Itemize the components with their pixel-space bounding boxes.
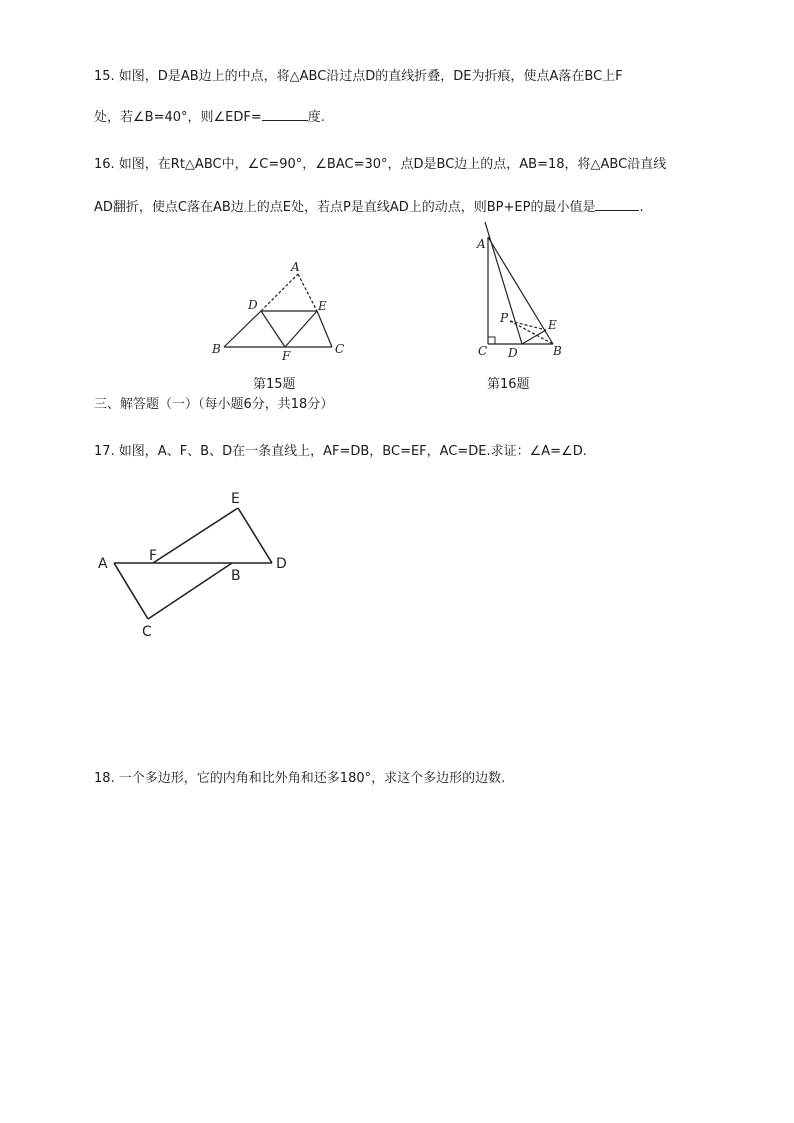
fig15-label-A: A xyxy=(291,260,300,274)
q17-text: 17. 如图，A、F、B、D在一条直线上，AF=DB，BC=EF，AC=DE.求证：∠A=∠D. xyxy=(94,444,587,459)
segment-ED xyxy=(238,508,272,563)
fig17-label-D: D xyxy=(276,556,287,572)
fig17-label-C: C xyxy=(142,624,152,640)
fig16-caption: 第16题 xyxy=(487,377,530,392)
figure-16 xyxy=(485,222,553,344)
fig17-label-E: E xyxy=(231,491,240,507)
figure-17-labels xyxy=(98,491,287,640)
figure-15 xyxy=(224,274,332,347)
segment-AB xyxy=(488,237,553,344)
segment-BD xyxy=(224,311,261,347)
fig15-label-C: C xyxy=(335,342,345,356)
q15-line2: 处，若∠B=40°，则∠EDF= 度. xyxy=(94,110,325,125)
fig17-label-B: B xyxy=(231,568,241,584)
fig15-label-D: D xyxy=(248,298,258,312)
fig17-label-A: A xyxy=(98,556,108,572)
segment-DE xyxy=(522,330,546,344)
fig15-caption: 第15题 xyxy=(253,377,296,392)
right-angle-marker xyxy=(488,337,495,344)
figure-16-labels xyxy=(476,237,562,360)
dashed-PE xyxy=(510,321,546,330)
figure-17 xyxy=(114,508,272,619)
dashed-AE xyxy=(298,274,317,311)
q18-text: 18. 一个多边形，它的内角和比外角和还多180°，求这个多边形的边数. xyxy=(94,771,506,786)
section-3-title: 三、解答题（一）（每小题6分，共18分） xyxy=(94,397,334,412)
segment-AC xyxy=(114,563,148,619)
segment-CB xyxy=(148,563,232,619)
dashed-DA xyxy=(261,274,298,311)
fig15-label-E: E xyxy=(318,299,327,313)
q16-line2: AD翻折，使点C落在AB边上的点E处，若点P是直线AD上的动点，则BP+EP的最小值是 . xyxy=(94,200,644,215)
q16-line1: 16. 如图，在Rt△ABC中，∠C=90°，∠BAC=30°，点D是BC边上的点，AB=18，将△ABC沿直线 xyxy=(94,157,667,172)
segment-EF xyxy=(285,311,317,347)
segment-DF xyxy=(261,311,285,347)
fig16-label-B: B xyxy=(553,344,562,358)
fig15-label-F: F xyxy=(282,349,291,363)
fig15-label-B: B xyxy=(212,342,221,356)
fig16-label-E: E xyxy=(548,318,557,332)
fig16-label-P: P xyxy=(500,311,509,325)
segment-EC xyxy=(317,311,332,347)
segment-FE xyxy=(153,508,238,563)
fig16-label-D: D xyxy=(508,346,518,360)
fig16-label-A: A xyxy=(477,237,486,251)
fig17-label-F: F xyxy=(149,548,158,564)
fig16-label-C: C xyxy=(478,344,488,358)
q15-line1: 15. 如图，D是AB边上的中点，将△ABC沿过点D的直线折叠，DE为折痕，使点A落在BC上F xyxy=(94,69,623,84)
